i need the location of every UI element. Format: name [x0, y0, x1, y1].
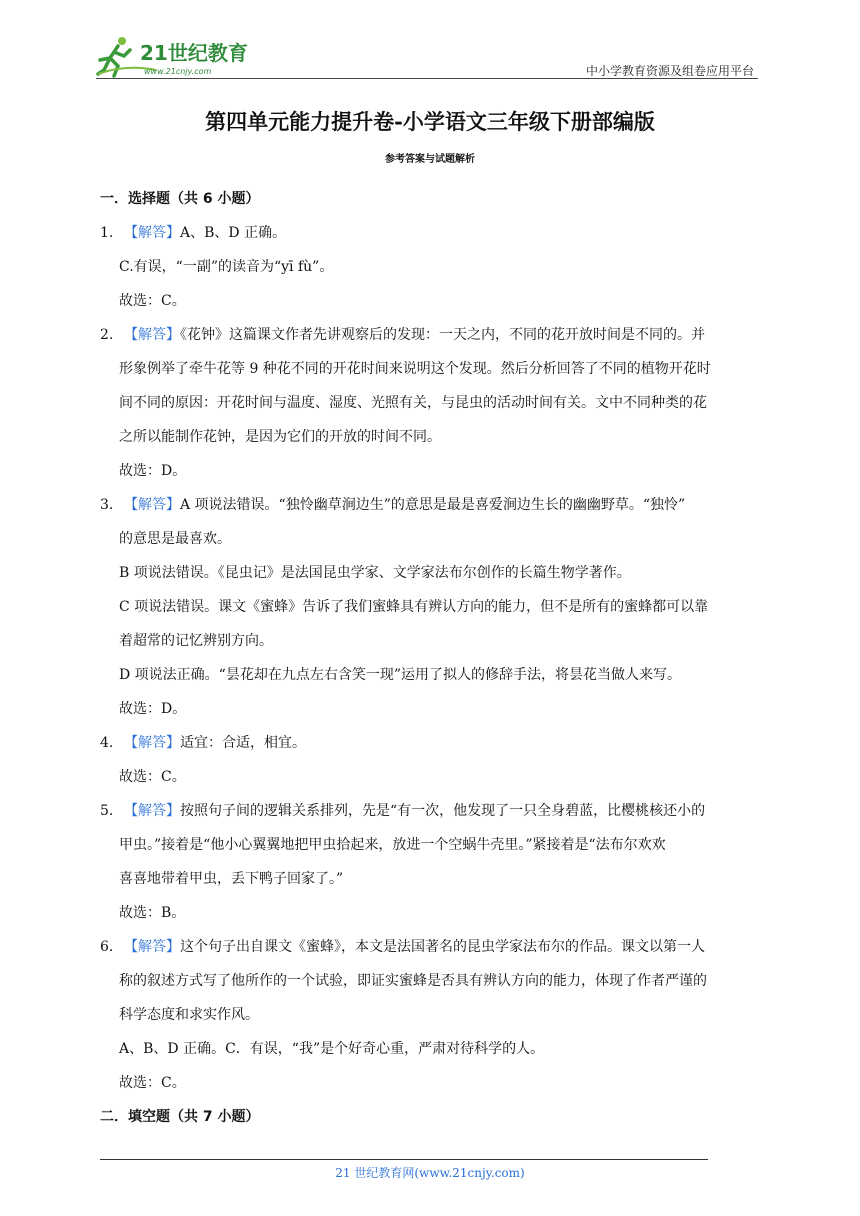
answer-text: 按照句子间的逻辑关系排列，先是“有一次，他发现了一只全身碧蓝，比樱桃核还小的: [180, 803, 706, 819]
section-heading: 二．填空题（共 7 小题）: [100, 1109, 260, 1125]
question-6: [100, 930, 762, 1100]
answer-text: 形象例举了牵牛花等 9 种花不同的开花时间来说明这个发现。然后分析回答了不同的植物开花时: [119, 361, 711, 377]
answer-text: C 项说法错误。课文《蜜蜂》告诉了我们蜜蜂具有辨认方向的能力，但不是所有的蜜蜂都可以靠: [119, 599, 709, 615]
logo-url: www.21cnjy.com: [144, 67, 212, 76]
answer-choice: 故选：D。: [119, 463, 187, 479]
section-heading: 一．选择题（共 6 小题）: [100, 191, 260, 207]
question-3: [100, 488, 762, 726]
question-number: 3.: [100, 497, 114, 513]
question-number: 2.: [100, 327, 114, 343]
answer-text: 《花钟》这篇课文作者先讲观察后的发现：一天之内，不同的花开放时间是不同的。并: [180, 327, 705, 343]
answer-text: A、B、D 正确。: [180, 225, 287, 241]
answer-text: 喜喜地带着甲虫，丢下鸭子回家了。”: [119, 871, 344, 887]
question-5: [100, 794, 762, 930]
question-4: [100, 726, 762, 794]
answer-text: B 项说法错误。《昆虫记》是法国昆虫学家、文学家法布尔创作的长篇生物学著作。: [119, 565, 631, 581]
answer-tag: 【解答】: [124, 939, 180, 955]
answer-tag: 【解答】: [124, 803, 180, 819]
answer-choice: 故选：D。: [119, 701, 187, 717]
page-subtitle: 参考答案与试题解析: [385, 154, 475, 165]
logo: [96, 34, 256, 78]
answer-text: 科学态度和求实作风。: [119, 1007, 259, 1023]
answer-text: 之所以能制作花钟，是因为它们的开放的时间不同。: [119, 429, 441, 445]
answer-choice: 故选：C。: [119, 1075, 186, 1091]
answer-text: A 项说法错误。“独怜幽草涧边生”的意思是最是喜爱涧边生长的幽幽野草。“独怜”: [180, 497, 686, 513]
answer-tag: 【解答】: [124, 735, 180, 751]
footer-divider: [100, 1159, 708, 1160]
answer-choice: 故选：C。: [119, 769, 186, 785]
answer-text: A、B、D 正确。C．有误，“我”是个好奇心重，严肃对待科学的人。: [119, 1041, 545, 1057]
page-title: 第四单元能力提升卷-小学语文三年级下册部编版: [205, 109, 655, 134]
answer-text: 称的叙述方式写了他所作的一个试验，即证实蜜蜂是否具有辨认方向的能力，体现了作者严谨的: [119, 973, 707, 989]
answer-text: 着超常的记忆辨别方向。: [119, 633, 273, 649]
question-number: 6.: [100, 939, 114, 955]
answer-text: 这个句子出自课文《蜜蜂》，本文是法国著名的昆虫学家法布尔的作品。课文以第一人: [180, 939, 705, 955]
header-platform-text: 中小学教育资源及组卷应用平台: [585, 64, 754, 78]
question-number: 4.: [100, 735, 114, 751]
answer-text: 的意思是最喜欢。: [119, 531, 231, 547]
logo-text: 21世纪教育: [140, 41, 248, 65]
answer-text: 甲虫。”接着是“他小心翼翼地把甲虫拾起来，放进一个空蜗牛壳里。”紧接着是“法布尔欢欢: [119, 837, 666, 853]
answer-text: C.有误，“一副”的读音为“yī fù”。: [119, 259, 334, 275]
answer-tag: 【解答】: [124, 225, 180, 241]
answer-choice: 故选：B。: [119, 905, 186, 921]
answer-tag: 【解答】: [124, 497, 180, 513]
question-number: 1.: [100, 225, 114, 241]
answer-content: [100, 182, 762, 1134]
answer-choice: 故选：C。: [119, 293, 186, 309]
answer-text: D 项说法正确。“昙花却在九点左右含笑一现”运用了拟人的修辞手法，将昙花当做人来写。: [119, 667, 681, 683]
question-number: 5.: [100, 803, 114, 819]
page-header: [96, 28, 758, 78]
answer-text: 适宜：合适，相宜。: [180, 735, 306, 751]
answer-tag: 【解答】: [124, 327, 180, 343]
question-1: [100, 216, 762, 318]
footer-link[interactable]: 21 世纪教育网(www.21cnjy.com): [335, 1166, 525, 1180]
question-2: [100, 318, 762, 488]
header-divider: [96, 78, 758, 79]
answer-text: 间不同的原因：开花时间与温度、湿度、光照有关，与昆虫的活动时间有关。文中不同种类的花: [119, 395, 707, 411]
